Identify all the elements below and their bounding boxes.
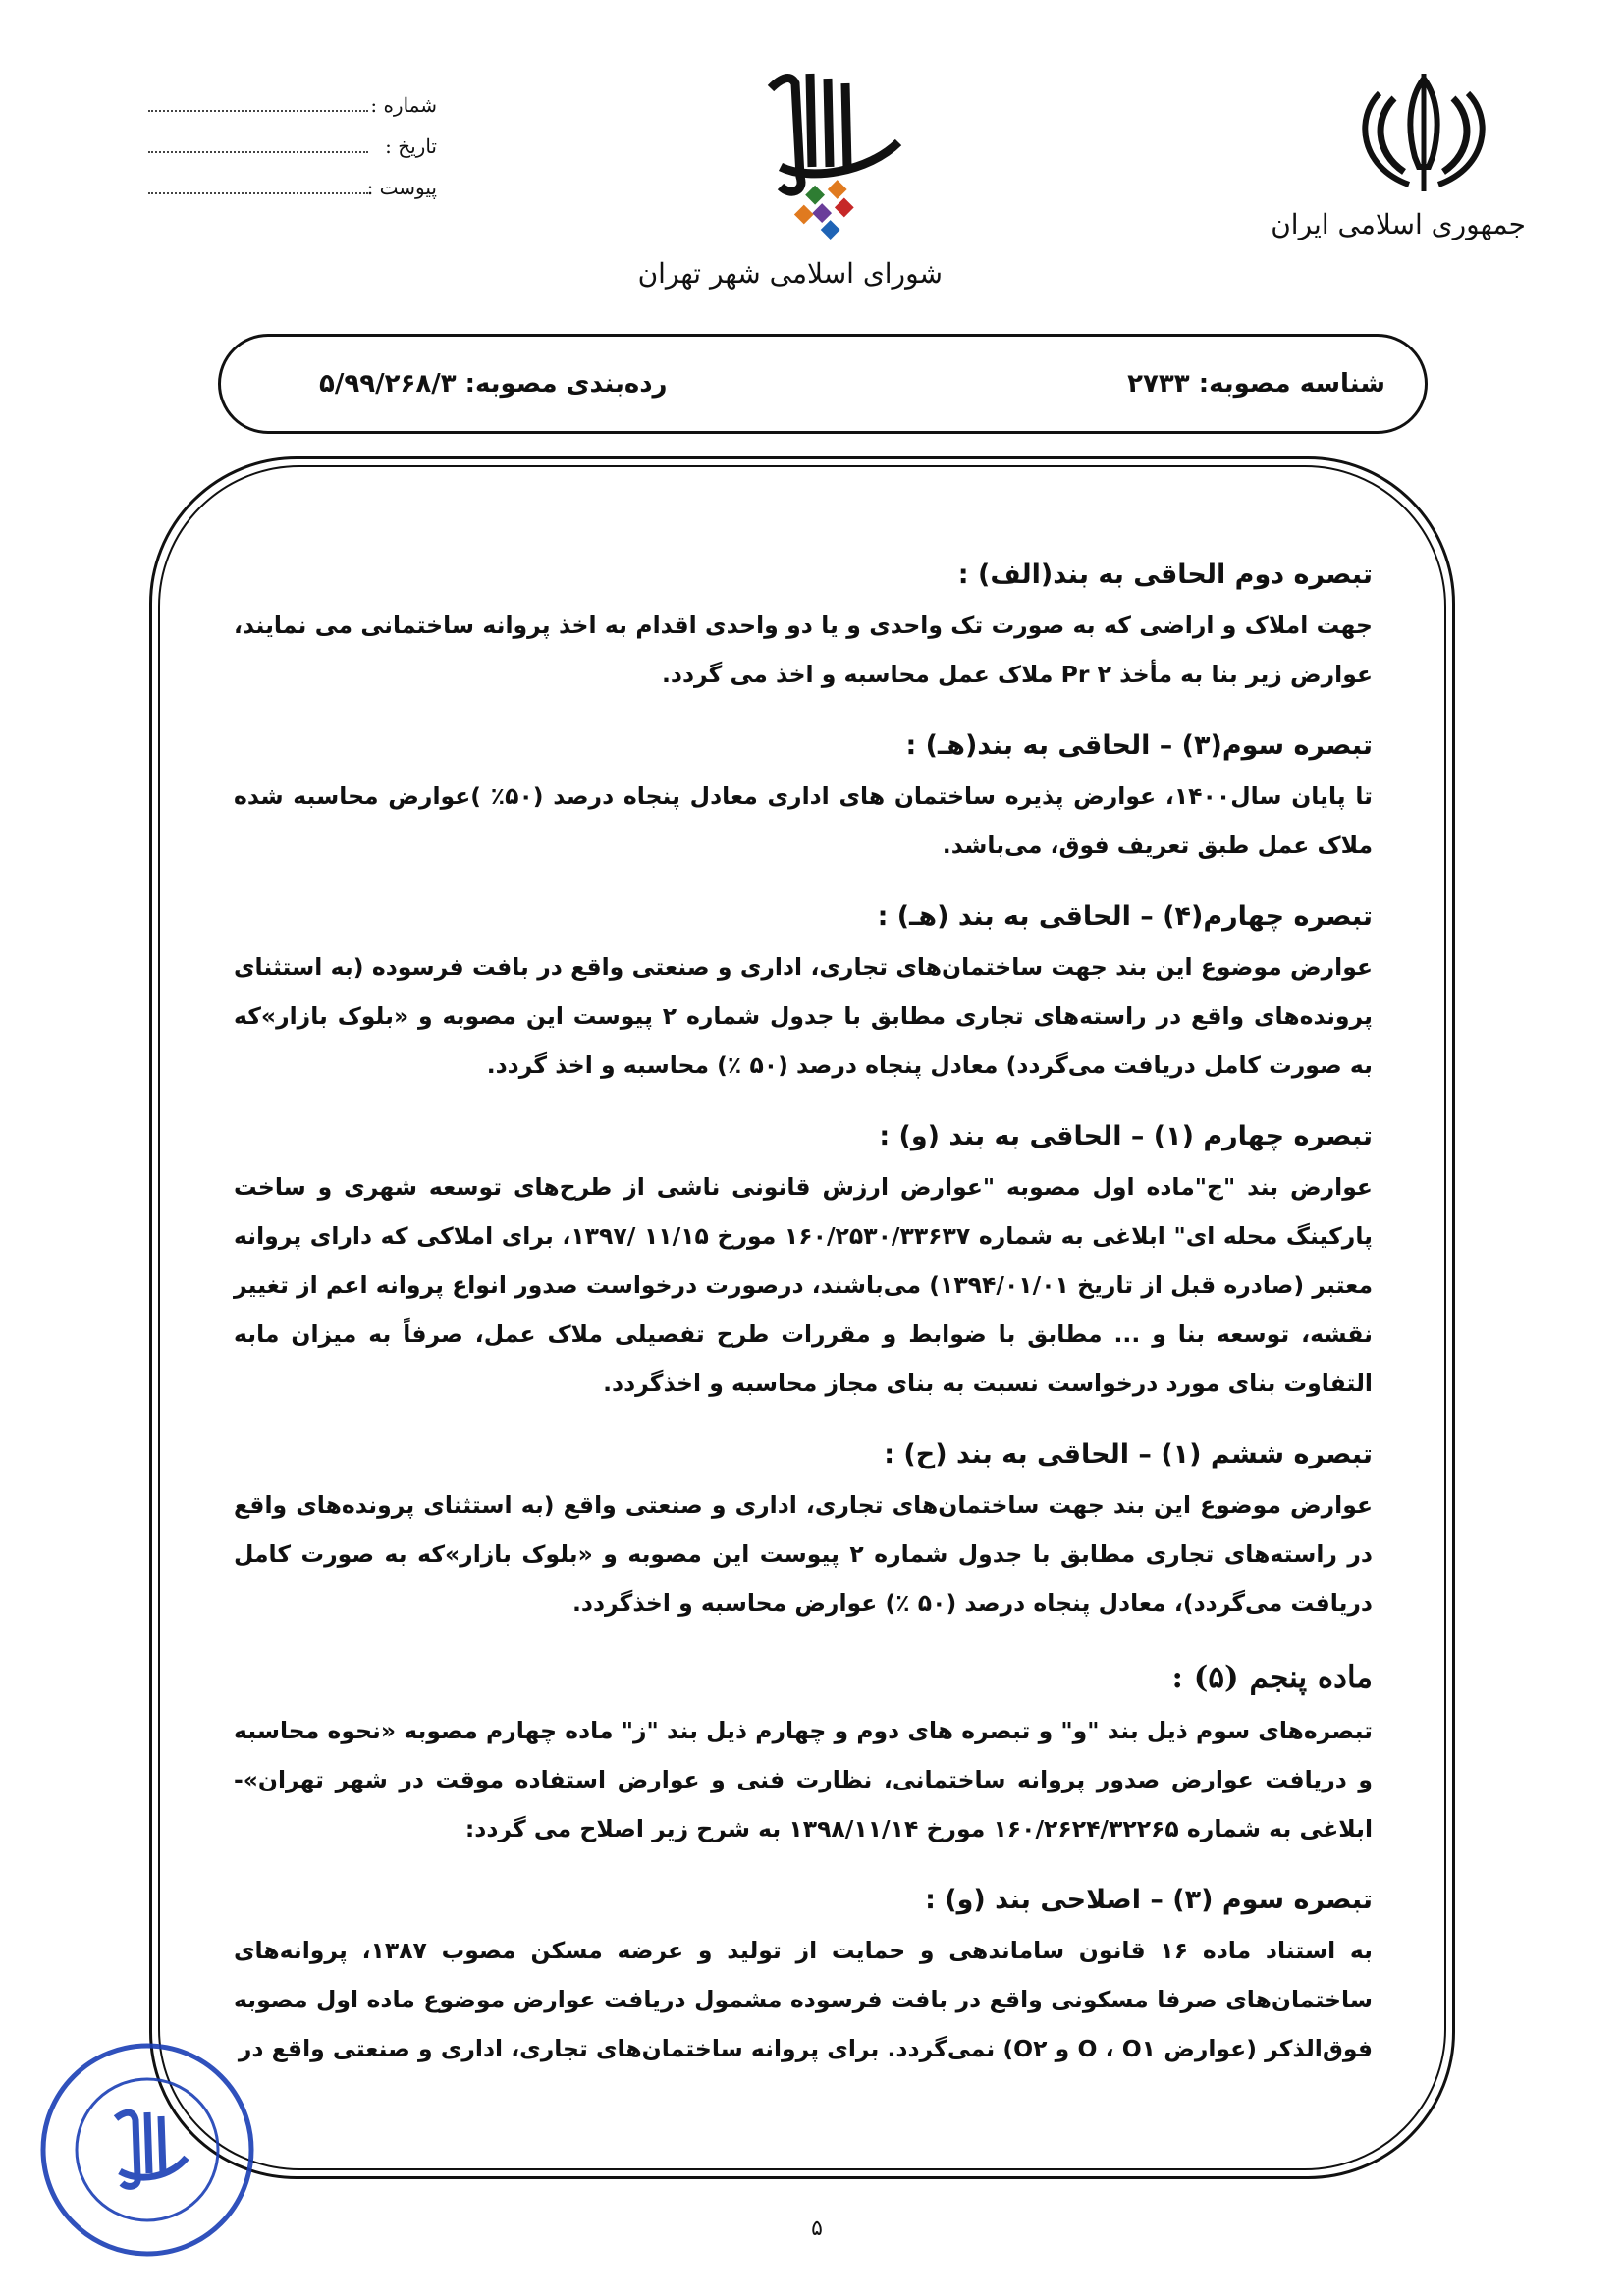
meta-label: تاریخ : <box>385 134 437 158</box>
iran-emblem-icon <box>1350 69 1497 196</box>
resolution-id: شناسه مصوبه: ۲۷۳۳ <box>1127 369 1385 399</box>
tehran-council-logo-icon <box>751 59 908 255</box>
section-body: عوارض بند "ج"ماده اول مصوبه "عوارض ارزش قانونی ناشی از طرح‌های توسعه شهری و ساخت پارکینگ محله ای" ابلاغی به شماره ۱۶۰/۲۵۳۰/۳۳۶۳۷ مورخ ۱۱/۱۵ /۱۳۹۷، برای املاکی که دارای پروانه معتبر (صادره قبل از تاریخ ۱۳۹۴/۰۱/۰۱) می‌باشند، درصورت درخواست صدور انواع پروانه اعم از تغییر نقشه، توسعه بنا و ... مطابق با ضوابط و مقررات طرح تفصیلی ملاک عمل، صرفاً به میزان مابه التفاوت بنای مورد درخواست نسبت به بنای مجاز محاسبه و اخذگردد. <box>234 1173 1373 1397</box>
section-title: تبصره ششم (۱) – الحاقی به بند (ح) : <box>884 1439 1373 1469</box>
section-title: تبصره چهارم (۱) – الحاقی به بند (و) : <box>879 1121 1373 1151</box>
page-number: ۵ <box>811 2216 823 2241</box>
letter-meta <box>142 93 437 217</box>
amendment-title: تبصره سوم (۳) – اصلاحی بند (و) : <box>925 1885 1373 1915</box>
council-name: شورای اسلامی شهر تهران <box>637 257 943 290</box>
date-field <box>142 134 437 176</box>
section-body: عوارض موضوع این بند جهت ساختمان‌های تجاری، اداری و صنعتی واقع (به استثنای پرونده‌های واقع در راسته‌های تجاری مطابق با جدول شماره ۲ پیوست این مصوبه و «بلوک بازار»که به صورت کامل دریافت می‌گردد)، معادل پنجاه درصد (۵۰ ٪) عوارض محاسبه و اخذگردد. <box>234 1491 1373 1617</box>
article-body: تبصره‌های سوم ذیل بند "و" و تبصره های دوم و چهارم ذیل بند "ز" ماده چهارم مصوبه «نحوه محاسبه و دریافت عوارض صدور پروانه ساختمانی، نظارت فنی و عوارض استفاده موقت در شهر تهران»-ابلاغی به شماره ۱۶۰/۲۶۲۴/۳۲۲۶۵ مورخ ۱۳۹۸/۱۱/۱۴ به شرح زیر اصلاح می گردد: <box>234 1717 1373 1842</box>
section-body: جهت املاک و اراضی که به صورت تک واحدی و یا دو واحدی اقدام به اخذ پروانه ساختمانی می نمایند، عوارض زیر بنا به مأخذ Pr ۲ ملاک عمل محاسبه و اخذ می گردد. <box>234 612 1373 688</box>
meta-label: شماره : <box>370 93 437 117</box>
resolution-id-box <box>218 334 1428 434</box>
republic-label: جمهوری اسلامی ایران <box>1271 208 1526 240</box>
attachment-field <box>142 176 437 217</box>
document-body <box>234 550 1373 2077</box>
section-body: عوارض موضوع این بند جهت ساختمان‌های تجاری، اداری و صنعتی واقع در بافت فرسوده (به استثنای پرونده‌های واقع در راسته‌های تجاری مطابق با جدول شماره ۲ پیوست این مصوبه و «بلوک بازار»که به صورت کامل دریافت می‌گردد) معادل پنجاه درصد (۵۰ ٪) محاسبه و اخذ گردد. <box>234 953 1373 1079</box>
article-title: ماده پنجم (۵) : <box>1171 1660 1373 1695</box>
council-stamp-icon <box>37 2040 258 2261</box>
number-field <box>142 93 437 134</box>
meta-label: پیوست : <box>366 176 437 199</box>
amendment-body: به استناد ماده ۱۶ قانون ساماندهی و حمایت از تولید و عرضه مسکن مصوب ۱۳۸۷، پروانه‌های ساختمان‌های صرفا مسکونی واقع در بافت فرسوده مشمول دریافت عوارض موضوع ماده اول مصوبه فوق‌الذکر (عوارض O ، O۱ و O۲) نمی‌گردد. برای پروانه ساختمان‌های تجاری، اداری و صنعتی واقع در <box>234 1937 1373 2062</box>
letterhead <box>0 0 1624 334</box>
section-title: تبصره چهارم(۴) – الحاقی به بند (هـ) : <box>877 901 1373 932</box>
section-title: تبصره سوم(۳) – الحاقی به بند(هـ) : <box>905 730 1373 761</box>
section-title: تبصره دوم الحاقی به بند(الف) : <box>957 560 1373 590</box>
section-body: تا پایان سال۱۴۰۰، عوارض پذیره ساختمان های اداری معادل پنجاه درصد (۵۰٪ )عوارض محاسبه شده ملاک عمل طبق تعریف فوق، می‌باشد. <box>234 782 1373 859</box>
resolution-classification: رده‌بندی مصوبه: ۵/۹۹/۲۶۸/۳ <box>319 369 668 399</box>
